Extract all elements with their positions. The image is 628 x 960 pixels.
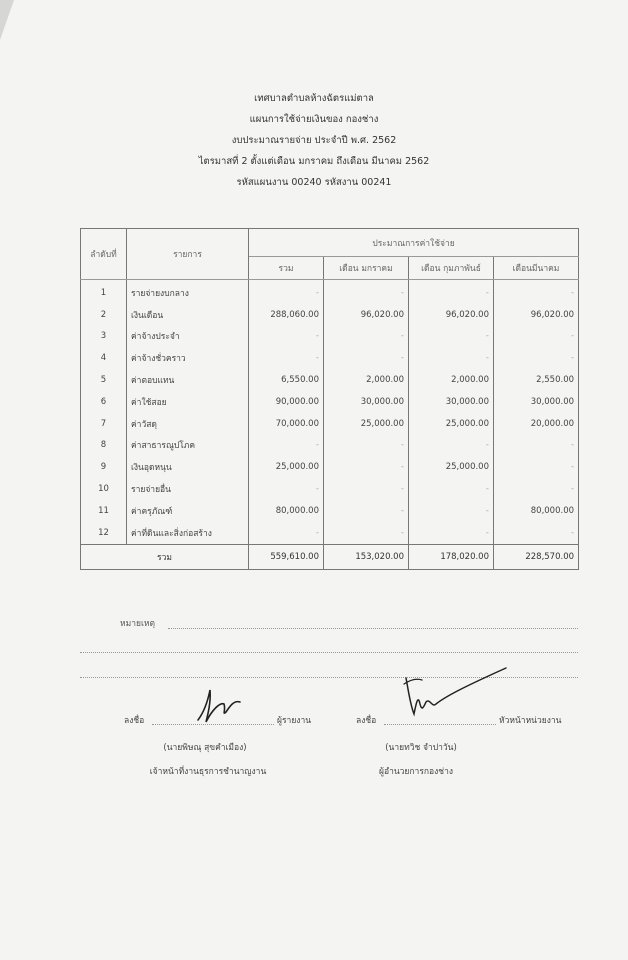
row-no: 2 xyxy=(81,304,127,326)
row-jan: - xyxy=(324,435,409,457)
left-signature-icon xyxy=(190,682,250,728)
header-quarter: ไตรมาสที่ 2 ตั้งแต่เดือน มกราคม ถึงเดือน มีนาคม 2562 xyxy=(198,156,430,167)
table-row xyxy=(81,369,579,391)
row-jan: - xyxy=(324,522,409,544)
row-no: 6 xyxy=(81,391,127,413)
row-no: 9 xyxy=(81,456,127,478)
row-no: 1 xyxy=(81,280,127,304)
row-jan: 2,000.00 xyxy=(324,369,409,391)
right-name: (นายทวิช จำปาวัน) xyxy=(385,743,457,753)
row-item: ค่าวัสดุ xyxy=(127,413,249,435)
row-no: 10 xyxy=(81,478,127,500)
row-feb: 25,000.00 xyxy=(409,456,494,478)
row-total: 80,000.00 xyxy=(249,500,324,522)
header-codes: รหัสแผนงาน 00240 รหัสงาน 00241 xyxy=(236,177,392,188)
row-mar: 2,550.00 xyxy=(494,369,579,391)
col-header-total: รวม xyxy=(249,257,324,280)
row-jan: - xyxy=(324,456,409,478)
row-total: 90,000.00 xyxy=(249,391,324,413)
right-role: หัวหน้าหน่วยงาน xyxy=(499,716,562,726)
row-no: 12 xyxy=(81,522,127,544)
header-plan-title: แผนการใช้จ่ายเงินของ กองช่าง xyxy=(249,114,379,125)
header-org: เทศบาลตำบลห้างฉัตรแม่ตาล xyxy=(254,93,374,104)
right-position: ผู้อำนวยการกองช่าง xyxy=(378,767,453,777)
left-name: (นายพิษณุ สุขคำเมือง) xyxy=(163,743,247,753)
row-no: 5 xyxy=(81,369,127,391)
row-feb: - xyxy=(409,522,494,544)
col-header-mar: เดือนมีนาคม xyxy=(494,257,579,280)
table-row xyxy=(81,347,579,369)
row-no: 7 xyxy=(81,413,127,435)
footer-total: 559,610.00 xyxy=(249,544,324,569)
row-feb: 30,000.00 xyxy=(409,391,494,413)
row-total: 70,000.00 xyxy=(249,413,324,435)
row-jan: 96,020.00 xyxy=(324,304,409,326)
row-total: 6,550.00 xyxy=(249,369,324,391)
row-mar: 96,020.00 xyxy=(494,304,579,326)
row-mar: 20,000.00 xyxy=(494,413,579,435)
row-feb: - xyxy=(409,326,494,348)
right-sign-label: ลงชื่อ xyxy=(356,716,377,726)
row-jan: - xyxy=(324,347,409,369)
table-body xyxy=(81,280,579,545)
row-no: 4 xyxy=(81,347,127,369)
row-feb: 2,000.00 xyxy=(409,369,494,391)
row-mar: - xyxy=(494,280,579,304)
row-item: ค่าจ้างประจำ xyxy=(127,326,249,348)
footer-label: รวม xyxy=(81,544,249,569)
row-item: ค่าครุภัณฑ์ xyxy=(127,500,249,522)
row-feb: - xyxy=(409,347,494,369)
row-no: 3 xyxy=(81,326,127,348)
footer-feb: 178,020.00 xyxy=(409,544,494,569)
row-total: - xyxy=(249,347,324,369)
row-no: 11 xyxy=(81,500,127,522)
remarks-label: หมายเหตุ xyxy=(120,619,155,629)
row-total: - xyxy=(249,478,324,500)
col-header-no: ลำดับที่ xyxy=(81,229,127,280)
row-feb: - xyxy=(409,478,494,500)
footer-mar: 228,570.00 xyxy=(494,544,579,569)
document-header xyxy=(0,88,628,193)
row-item: ค่าจ้างชั่วคราว xyxy=(127,347,249,369)
row-mar: - xyxy=(494,435,579,457)
row-mar: - xyxy=(494,326,579,348)
col-header-budget-group: ประมาณการค่าใช้จ่าย xyxy=(249,229,579,257)
remarks-line-2 xyxy=(80,652,578,653)
spending-plan-table xyxy=(80,228,579,570)
left-sign-label: ลงชื่อ xyxy=(124,716,145,726)
header-budget-year: งบประมาณรายจ่าย ประจำปี พ.ศ. 2562 xyxy=(231,135,397,146)
row-total: - xyxy=(249,326,324,348)
row-mar: - xyxy=(494,522,579,544)
row-feb: 25,000.00 xyxy=(409,413,494,435)
row-jan: 30,000.00 xyxy=(324,391,409,413)
row-item: เงินเดือน xyxy=(127,304,249,326)
row-total: - xyxy=(249,522,324,544)
table-row xyxy=(81,280,579,304)
row-total: 25,000.00 xyxy=(249,456,324,478)
row-mar: - xyxy=(494,478,579,500)
row-jan: - xyxy=(324,280,409,304)
row-item: รายจ่ายงบกลาง xyxy=(127,280,249,304)
table-row xyxy=(81,456,579,478)
row-total: - xyxy=(249,435,324,457)
row-feb: - xyxy=(409,500,494,522)
col-header-feb: เดือน กุมภาพันธ์ xyxy=(409,257,494,280)
row-item: ค่าตอบแทน xyxy=(127,369,249,391)
row-feb: 96,020.00 xyxy=(409,304,494,326)
table-row xyxy=(81,326,579,348)
table-row xyxy=(81,478,579,500)
row-no: 8 xyxy=(81,435,127,457)
row-item: ค่าใช้สอย xyxy=(127,391,249,413)
table-row xyxy=(81,391,579,413)
table-row xyxy=(81,435,579,457)
table-footer-row xyxy=(81,544,579,569)
row-jan: - xyxy=(324,478,409,500)
row-item: ค่าสาธารณูปโภค xyxy=(127,435,249,457)
right-signature-icon xyxy=(396,664,512,726)
row-mar: 80,000.00 xyxy=(494,500,579,522)
row-jan: - xyxy=(324,500,409,522)
row-total: 288,060.00 xyxy=(249,304,324,326)
row-item: เงินอุดหนุน xyxy=(127,456,249,478)
table-row xyxy=(81,413,579,435)
row-feb: - xyxy=(409,280,494,304)
remarks-line-1 xyxy=(168,628,578,629)
col-header-jan: เดือน มกราคม xyxy=(324,257,409,280)
row-jan: - xyxy=(324,326,409,348)
table-row xyxy=(81,522,579,544)
left-role: ผู้รายงาน xyxy=(277,716,312,726)
row-feb: - xyxy=(409,435,494,457)
row-jan: 25,000.00 xyxy=(324,413,409,435)
row-mar: - xyxy=(494,456,579,478)
footer-jan: 153,020.00 xyxy=(324,544,409,569)
table-row xyxy=(81,304,579,326)
page-corner-shadow xyxy=(0,0,14,40)
left-position: เจ้าหน้าที่งานธุรการชำนาญงาน xyxy=(149,767,267,777)
row-item: ค่าที่ดินและสิ่งก่อสร้าง xyxy=(127,522,249,544)
row-mar: - xyxy=(494,347,579,369)
row-item: รายจ่ายอื่น xyxy=(127,478,249,500)
row-total: - xyxy=(249,280,324,304)
col-header-item: รายการ xyxy=(127,229,249,280)
table-row xyxy=(81,500,579,522)
row-mar: 30,000.00 xyxy=(494,391,579,413)
